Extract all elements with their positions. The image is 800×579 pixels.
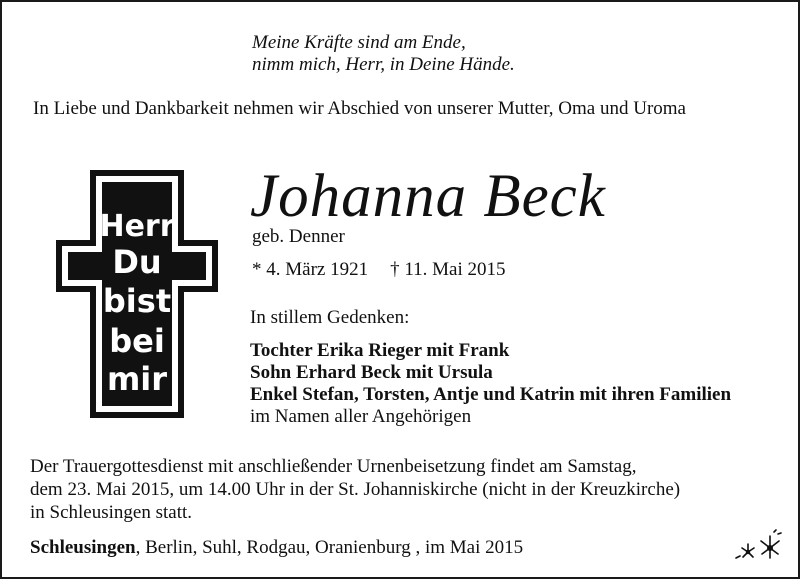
family-list: [250, 340, 731, 428]
service-line: dem 23. Mai 2015, um 14.00 Uhr in der St. Johanniskirche (nicht in der Kreuzkirche): [30, 479, 681, 500]
cross-text-line: Du: [112, 243, 162, 281]
service-announcement: [30, 455, 680, 524]
motto-line: nimm mich, Herr, in Deine Hände.: [252, 54, 515, 75]
service-line: Der Trauergottesdienst mit anschließender Urnenbeisetzung findet am Samstag,: [30, 456, 637, 477]
motto-line: Meine Kräfte sind am Ende,: [252, 32, 466, 53]
family-closing: im Namen aller Angehörigen: [250, 406, 472, 427]
places-line: [30, 537, 523, 559]
cross-text-line: Herr: [99, 209, 175, 244]
mourning-label: In stillem Gedenken:: [250, 307, 410, 328]
family-line: Tochter Erika Rieger mit Frank: [250, 340, 510, 361]
service-line: in Schleusingen statt.: [30, 502, 193, 523]
birth-date: * 4. März 1921: [252, 259, 369, 280]
family-line: Enkel Stefan, Torsten, Antje und Katrin mit ihren Familien: [250, 384, 732, 405]
motto-verse: [252, 32, 515, 76]
cross-text-line: bei: [109, 322, 165, 360]
maiden-name: geb. Denner: [252, 226, 345, 247]
death-date: † 11. Mai 2015: [390, 259, 506, 280]
deceased-name: Johanna Beck: [250, 163, 606, 230]
cross-text-line: bist: [102, 282, 172, 320]
life-dates: [252, 259, 506, 281]
family-line: Sohn Erhard Beck mit Ursula: [250, 362, 493, 383]
intro-text: In Liebe und Dankbarkeit nehmen wir Abschied von unserer Mutter, Oma und Uroma: [33, 98, 686, 119]
cross-text-line: mir: [106, 360, 168, 398]
place-main: Schleusingen: [30, 537, 136, 558]
place-rest: , Berlin, Suhl, Rodgau, Oranienburg , im Mai 2015: [135, 537, 524, 558]
cross-emblem-icon: [52, 168, 222, 420]
flower-ornament-icon: [734, 528, 786, 566]
